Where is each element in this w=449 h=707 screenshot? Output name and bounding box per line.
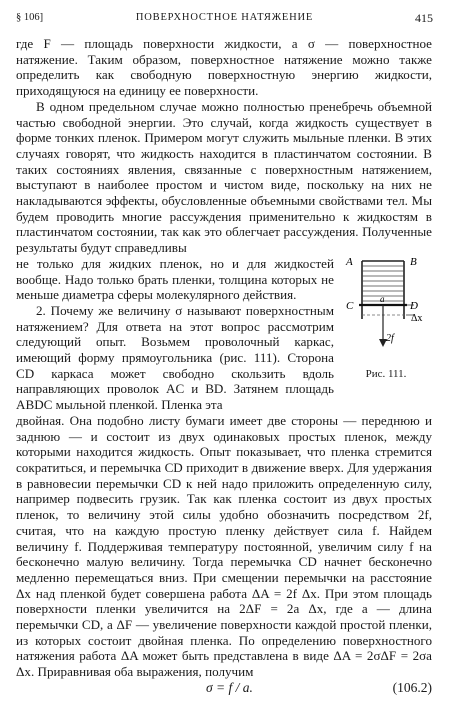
running-title: ПОВЕРХНОСТНОЕ НАТЯЖЕНИЕ [135,12,314,23]
paragraph-definition: где F — площадь поверхности жидкости, а σ — поверхностное натяжение. Таким образом, поверхностное натяжение можно также определить как свободную поверхностную энергию жидкости, приходящуюся на единицу ее поверхности. [16,36,432,99]
section-reference: § 106] [16,12,44,23]
label-a-corner: A [346,256,353,268]
label-b-corner: B [410,256,417,268]
page-number: 415 [415,11,433,25]
formula-expression: σ = f / a. [206,680,253,695]
display-formula [16,680,432,698]
figure-caption: Рис. 111. [365,368,407,380]
label-crossbar-length: a [380,294,385,304]
paragraph-thin-films-continued: не только для жидких пленок, но и для жидкостей вообще. Надо только брать пленки, толщина которых не меньше диаметра сферы молекулярного действия. [16,255,334,303]
wire-frame-figure [342,253,430,385]
label-d-corner: D [410,300,418,312]
running-header [16,10,433,26]
paragraph-thin-films: В одном предельном случае можно полностью пренебречь объемной частью свободной энергии. Это случай, когда жидкость существует в форме тонких пленок. Примером могут служить мыльные пленки. В этих случаях говорят, что жидкость находится в пластинчатом состоянии. В таких состояниях явления, связанные с поверхностным натяжением, выступают в наиболее простом и чистом виде, поскольку на них не накладываются эффекты, обусловленные объемными свойствами тел. Мы будем проводить многие рассуждения применительно к жидкостям в пластинчатом состоянии, так как это облегчает рассуждения. Полученные результаты будут справедливы [16,98,432,256]
label-force: 2f [386,333,394,344]
paragraph-experiment-intro: 2. Почему же величину σ называют поверхностным натяжением? Для ответа на этот вопрос рассмотрим следующий опыт. Возьмем проволочный каркас, имеющий форму прямоугольника (рис. 111). Сторона CD каркаса может свободно скользить вдоль направляющих проволок AC и BD. Затянем площадь ABDC мыльной пленкой. Пленка эта [16,302,334,413]
label-displacement: Δx [411,313,423,324]
label-c-corner: C [346,300,354,312]
paragraph-experiment-derivation: двойная. Она подобно листу бумаги имеет две стороны — переднюю и заднюю — и состоит из двух одинаковых простых пленок, между которыми находится жидкость. Опыт показывает, что пленка стремится сократиться, и перемычка CD приходит в движение вверх. Для удержания в равновесии перемычки CD к ней надо приложить определенную силу, например подвесить грузик. Так как пленка состоит из двух простых пленок, то величину этой силы удобно обозначить посредством 2f, считая, что на каждую простую пленку действует сила f. Найдем величину f. Поддерживая температуру постоянной, увеличим силу f на бесконечно малую величину. Тогда перемычка CD начнет бесконечно медленно перемещаться вниз. При смещении перемычки на расстояние Δx над пленкой будет совершена работа ΔA = 2f Δx. При этом площадь поверхности пленки увеличится на 2ΔF = 2a Δx, где a — длина перемычки CD, а ΔF — увеличение поверхности каждой простой пленки, из которых состоит двойная пленка. По определению поверхностного натяжения работа ΔA может быть представлена в виде ΔA = 2σΔF = 2σa Δx. Приравнивая оба выражения, получим [16,412,432,680]
formula-number: (106.2) [392,680,432,695]
